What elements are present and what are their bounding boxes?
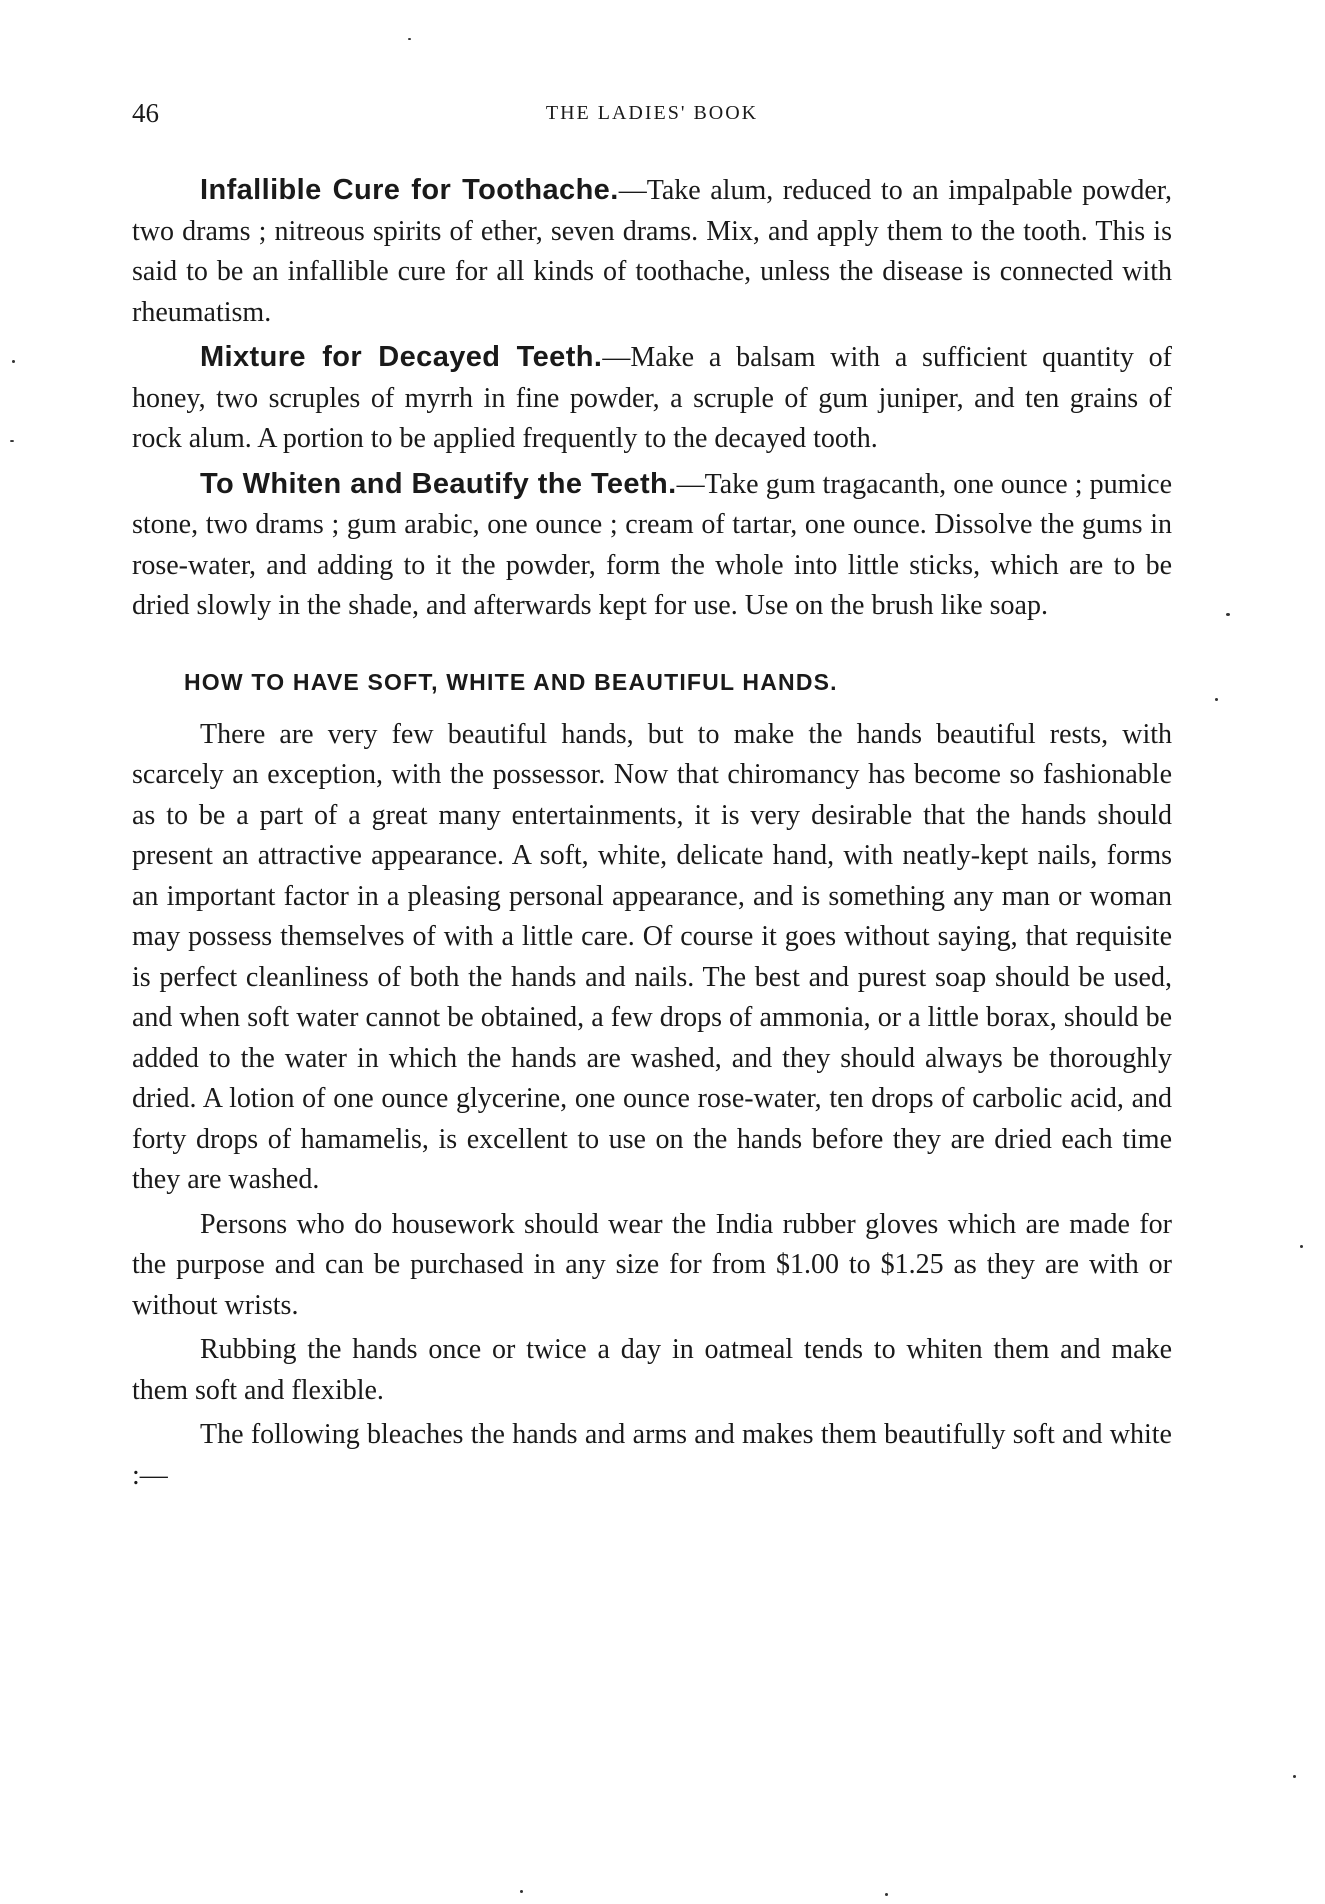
entry-body: —Take gum tragacanth, one ounce ; pumice stone, two drams ; gum arabic, one ounce ; cream of tartar, one ounce. Dissolve the gums in rose-water, and adding to it the powder, form the whole into little sticks, which are to be dried slowly in the shade, and afterwards kept for use. Use on the brush like soap.	[132, 468, 1173, 621]
scan-speck	[520, 1890, 523, 1893]
page-body	[132, 170, 1172, 1500]
page-number: 46	[132, 98, 159, 128]
entry-title: Mixture for Decayed Teeth.	[200, 341, 603, 373]
entry-body: —Take alum, reduced to an impalpable powder, two drams ; nitreous spirits of ether, seven drams. Mix, and apply them to the tooth. This is said to be an infallible cure for all kinds of toothache, unless the disease is connected with rheumatism.	[132, 175, 1172, 328]
entry-body: —Make a balsam with a sufficient quantity of honey, two scruples of myrrh in fine powder, a scruple of gum juniper, and ten grains of rock alum. A portion to be applied frequently to the decayed tooth.	[132, 342, 1172, 454]
scan-speck	[1300, 1245, 1303, 1248]
entry-decayed-teeth	[132, 337, 1172, 460]
section-paragraph: The following bleaches the hands and arms and makes them beautifully soft and white :—	[132, 1419, 1172, 1491]
section-paragraph: Rubbing the hands once or twice a day in oatmeal tends to whiten them and make them soft and flexible.	[132, 1334, 1172, 1406]
scan-speck	[12, 360, 15, 363]
section-heading: HOW TO HAVE SOFT, WHITE AND BEAUTIFUL HANDS.	[184, 668, 838, 695]
running-title: THE LADIES' BOOK	[545, 102, 759, 124]
scan-speck	[1226, 613, 1230, 616]
scan-speck	[408, 38, 411, 40]
entry-whiten-teeth	[132, 464, 1172, 627]
section-paragraph: There are very few beautiful hands, but to make the hands beautiful rests, with scarcely an exception, with the possessor. Now that chiromancy has become so fashionable as to be a part of a great many entertainments, it is very desirable that the hands should present an attractive appearance. A soft, white, delicate hand, with neatly-kept nails, forms an important factor in a pleasing personal appearance, and is something any man or woman may possess themselves of with a little care. Of course it goes without saying, that requisite is perfect cleanliness of both the hands and nails. The best and purest soap should be used, and when soft water cannot be obtained, a few drops of ammonia, or a little borax, should be added to the water in which the hands are washed, and they should always be thoroughly dried. A lotion of one ounce glycerine, one ounce rose-water, ten drops of carbolic acid, and forty drops of hamamelis, is excellent to use on the hands before they are dried each time they are washed.	[132, 718, 1172, 1195]
entry-toothache	[132, 170, 1172, 333]
entry-title: To Whiten and Beautify the Teeth.	[200, 467, 677, 500]
scan-speck	[1215, 698, 1218, 701]
page-header	[132, 98, 1172, 138]
scan-speck	[885, 1893, 888, 1896]
entry-title: Infallible Cure for Toothache.	[200, 174, 619, 206]
section-paragraph: Persons who do housework should wear the India rubber gloves which are made for the purpose and can be purchased in any size for from $1.00 to $1.25 as they are with or without wrists.	[132, 1208, 1172, 1321]
scan-speck	[10, 440, 14, 442]
scan-speck	[1293, 1775, 1296, 1778]
